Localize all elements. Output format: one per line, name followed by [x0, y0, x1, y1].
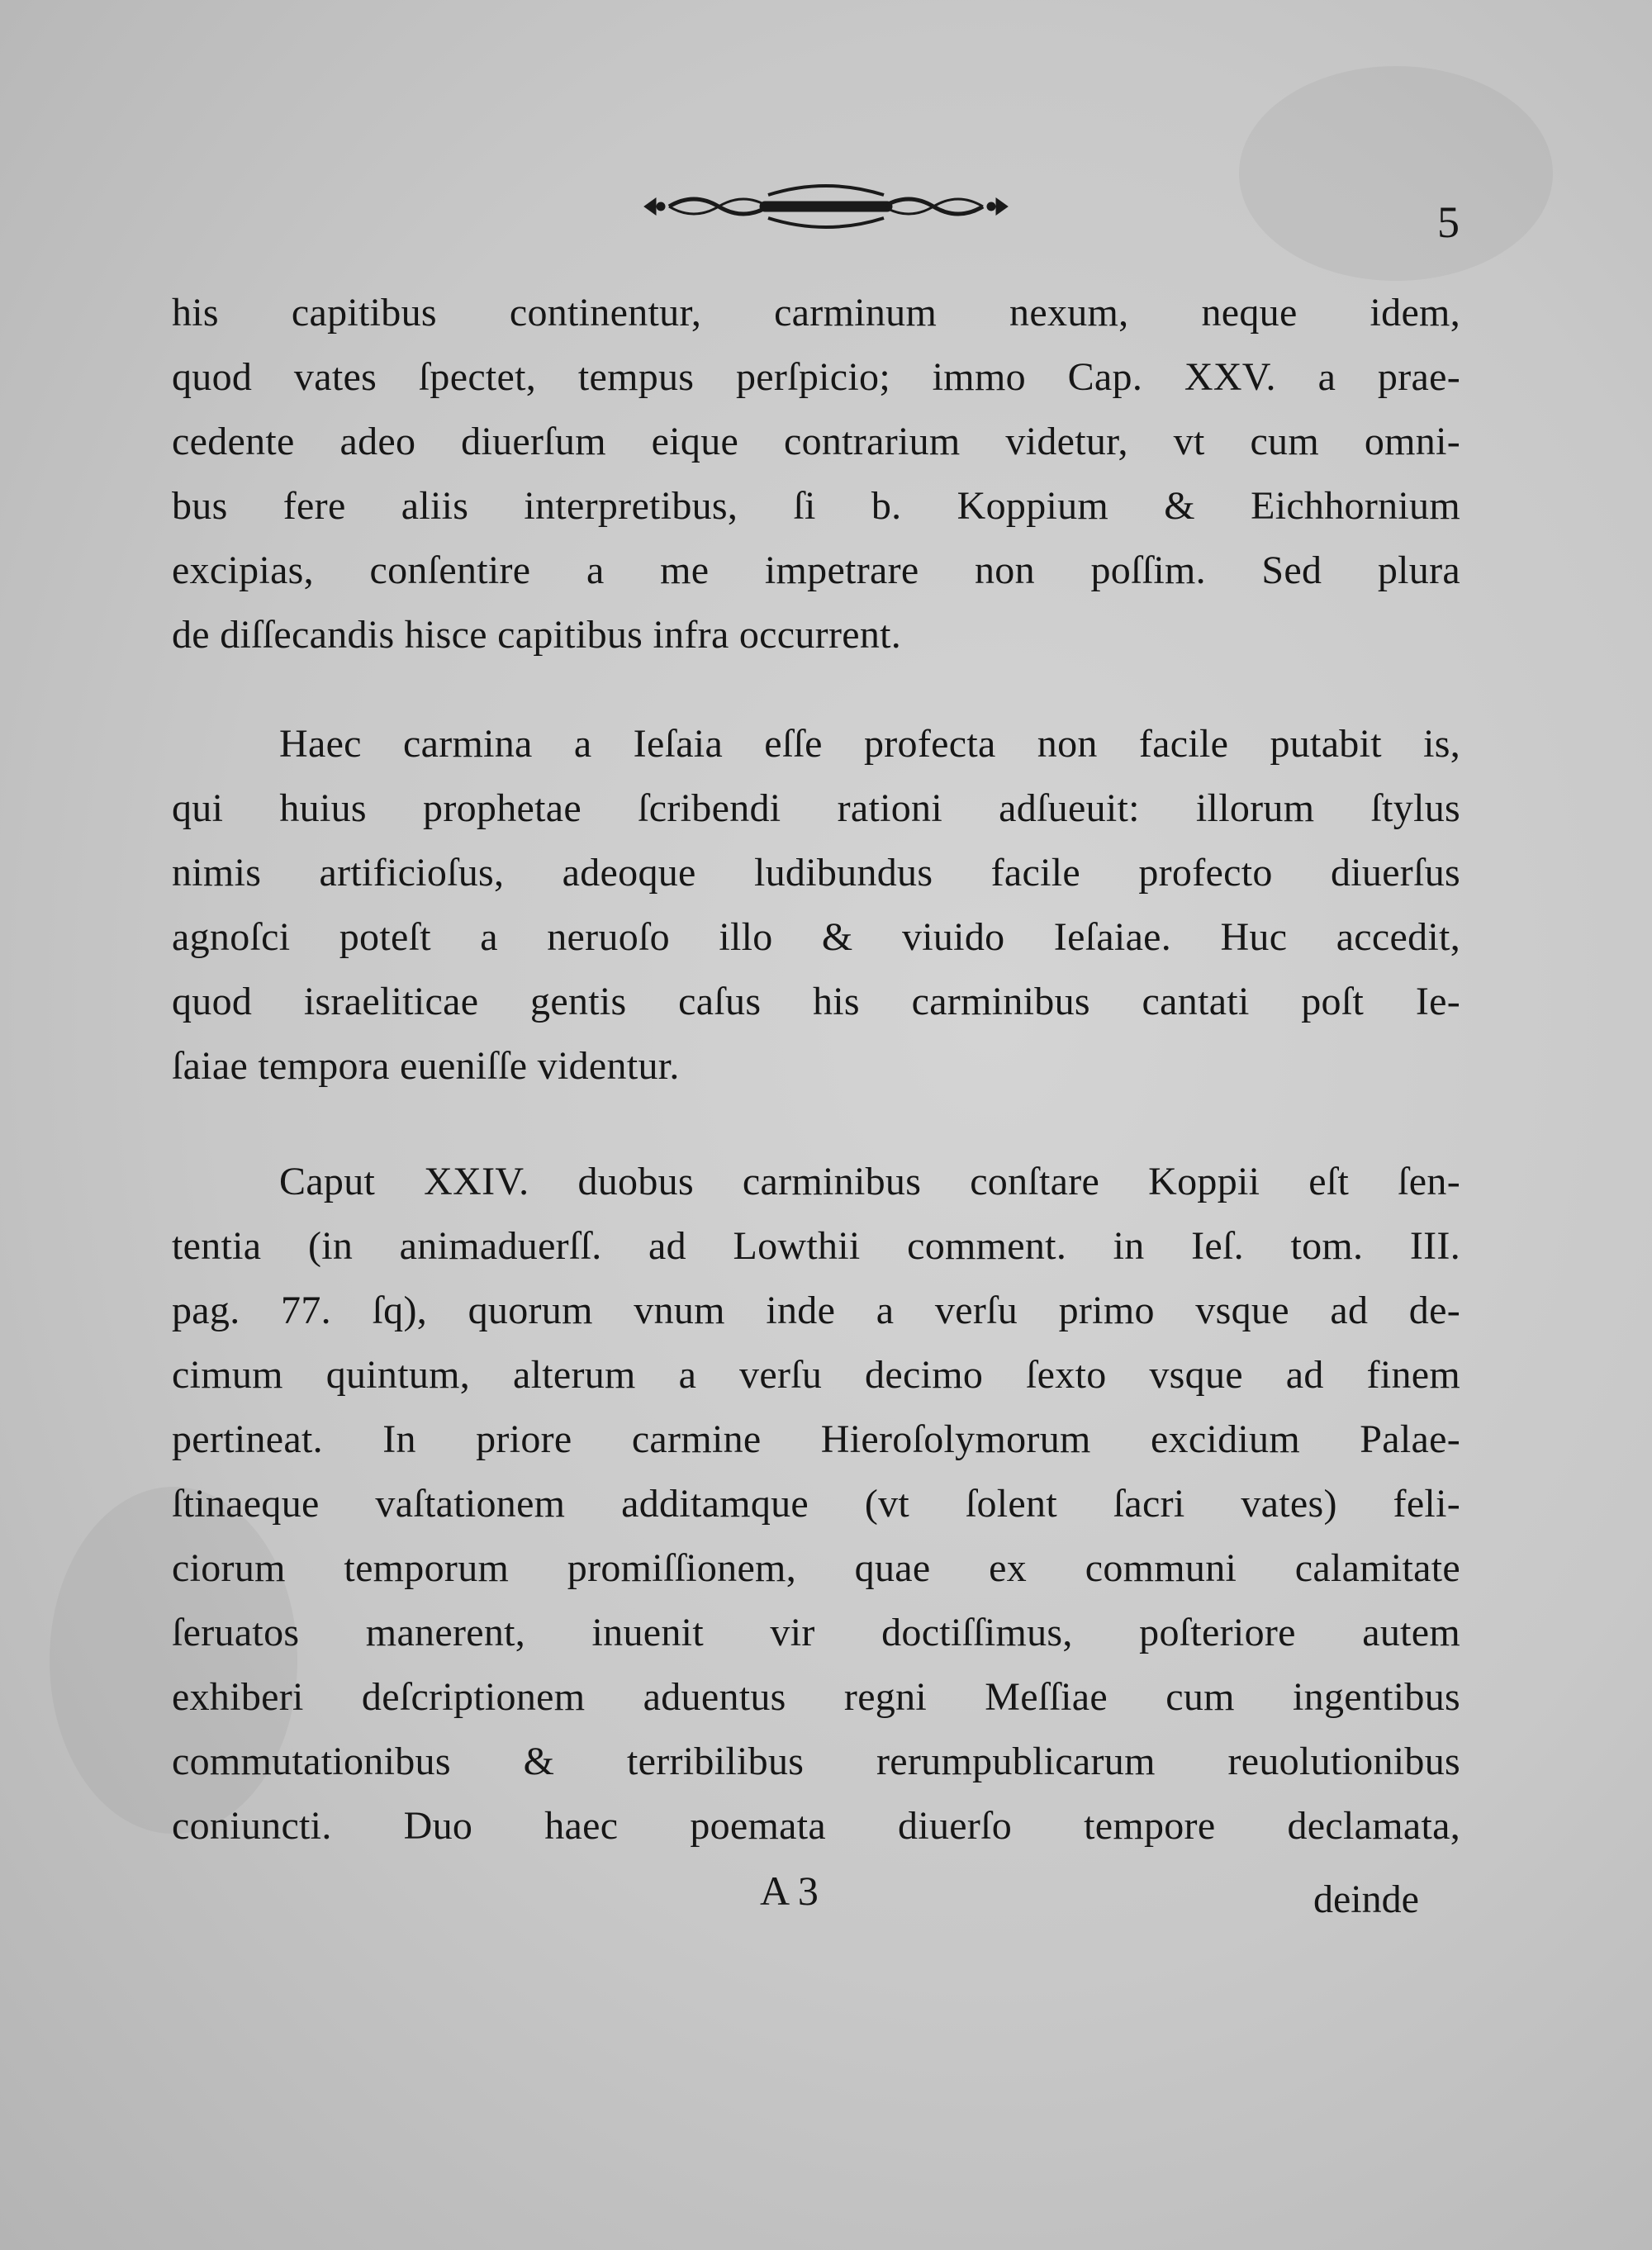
catchword: deinde	[1313, 1877, 1419, 1921]
text-line: de diſſecandis hisce capitibus infra occurrent.	[172, 613, 902, 657]
text-line: ſeruatos manerent, inuenit vir doctiſſimus, poſteriore autem	[172, 1611, 1460, 1654]
paragraph-1	[172, 281, 1460, 667]
signature-mark: A 3	[760, 1868, 819, 1914]
text-line: exhiberi deſcriptionem aduentus regni Meſſiae cum ingentibus	[172, 1675, 1460, 1719]
paragraph-2	[172, 712, 1460, 1099]
text-line: pertineat. In priore carmine Hieroſolymorum excidium Palae-	[172, 1417, 1460, 1461]
text-line: quod vates ſpectet, tempus perſpicio; immo Cap. XXV. a prae-	[172, 355, 1460, 399]
paper-stain	[1239, 66, 1553, 281]
page-number: 5	[1437, 197, 1460, 247]
text-line: ciorum temporum promiſſionem, quae ex communi calamitate	[172, 1546, 1460, 1590]
text-line: his capitibus continentur, carminum nexum, neque idem,	[172, 291, 1460, 335]
text-line: agnoſci poteſt a neruoſo illo & viuido Ieſaiae. Huc accedit,	[172, 915, 1460, 959]
text-line: qui huius prophetae ſcribendi rationi adſueuit: illorum ſtylus	[172, 786, 1460, 830]
text-line: Haec carmina a Ieſaia eſſe profecta non facile putabit is,	[279, 722, 1460, 766]
text-line: bus fere aliis interpretibus, ſi b. Koppium & Eichhornium	[172, 484, 1460, 528]
text-line: Caput XXIV. duobus carminibus conſtare Koppii eſt ſen-	[279, 1160, 1460, 1203]
text-line: cedente adeo diuerſum eique contrarium videtur, vt cum omni-	[172, 420, 1460, 463]
text-line: ſaiae tempora eueniſſe videntur.	[172, 1044, 680, 1088]
text-line: cimum quintum, alterum a verſu decimo ſexto vsque ad finem	[172, 1353, 1460, 1397]
text-line: quod israeliticae gentis caſus his carminibus cantati poſt Ie-	[172, 980, 1460, 1023]
text-line: pag. 77. ſq), quorum vnum inde a verſu primo vsque ad de-	[172, 1289, 1460, 1332]
printers-flourish-ornament-icon	[636, 173, 1016, 240]
text-line: excipias, conſentire a me impetrare non poſſim. Sed plura	[172, 548, 1460, 592]
paragraph-3	[172, 1150, 1460, 1858]
text-line: nimis artificioſus, adeoque ludibundus facile profecto diuerſus	[172, 851, 1460, 895]
text-line: coniuncti. Duo haec poemata diuerſo tempore declamata,	[172, 1804, 1460, 1848]
text-line: tentia (in animaduerſſ. ad Lowthii comment. in Ieſ. tom. III.	[172, 1224, 1460, 1268]
text-line: ſtinaeque vaſtationem additamque (vt ſolent ſacri vates) feli-	[172, 1482, 1460, 1526]
text-line: commutationibus & terribilibus rerumpublicarum reuolutionibus	[172, 1740, 1460, 1783]
